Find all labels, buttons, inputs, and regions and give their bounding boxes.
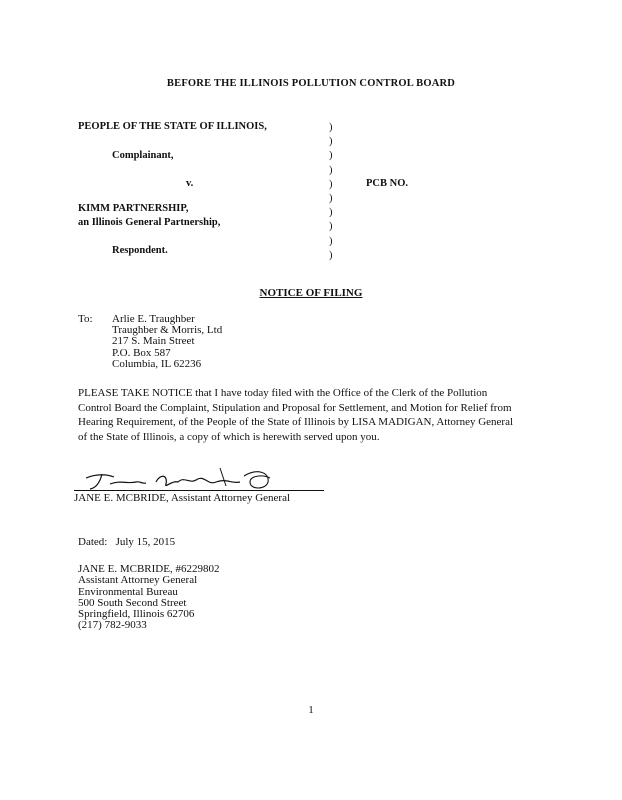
signer-name: JANE E. MCBRIDE, Assistant Attorney General (74, 492, 291, 504)
paren: ) (329, 207, 333, 219)
case-number-label: PCB NO. (366, 178, 408, 189)
paren: ) (329, 193, 333, 205)
paren: ) (329, 150, 333, 162)
paren: ) (329, 249, 333, 261)
attorney-contact (78, 564, 219, 632)
body-line: Control Board the Complaint, Stipulation and Proposal for Settlement, and Motion for Relief from (78, 401, 512, 414)
paren: ) (329, 178, 333, 190)
body-line: of the State of Illinois, a copy of which is herewith served upon you. (78, 430, 380, 443)
signature-line (74, 490, 324, 491)
address-line: Traughber & Morris, Ltd (112, 324, 223, 337)
versus-label: v. (186, 178, 194, 189)
respondent-description: an Illinois General Partnership, (78, 217, 221, 228)
notice-title: NOTICE OF FILING (259, 287, 363, 299)
page-number: 1 (308, 704, 314, 716)
address-line: 217 S. Main Street (112, 335, 195, 348)
court-heading: BEFORE THE ILLINOIS POLLUTION CONTROL BOARD (166, 78, 456, 89)
body-line: Hearing Requirement, of the People of the State of Illinois by LISA MADIGAN, Attorney General (78, 416, 514, 429)
complainant-label: Complainant, (112, 150, 174, 161)
complainant-party: PEOPLE OF THE STATE OF ILLINOIS, (78, 121, 267, 132)
contact-line: Springfield, Illinois 62706 (78, 608, 195, 621)
caption-parentheses (329, 121, 339, 263)
paren: ) (329, 122, 333, 133)
notice-body (78, 386, 554, 444)
paren: ) (329, 235, 333, 247)
address-line: Arlie E. Traughber (112, 313, 195, 325)
address-line: P.O. Box 587 (112, 346, 171, 359)
contact-line: (217) 782-9033 (78, 619, 147, 632)
recipient-address (112, 314, 222, 370)
paren: ) (329, 164, 333, 176)
contact-line: 500 South Second Street (78, 596, 187, 609)
dated-line: Dated: July 15, 2015 (78, 536, 176, 548)
paren: ) (329, 221, 333, 233)
respondent-label: Respondent. (112, 245, 168, 256)
respondent-party: KIMM PARTNERSHIP, (78, 203, 189, 214)
address-line: Columbia, IL 62236 (112, 357, 202, 370)
contact-line: Assistant Attorney General (78, 574, 198, 587)
contact-line: JANE E. MCBRIDE, #6229802 (78, 563, 220, 575)
body-line: PLEASE TAKE NOTICE that I have today filed with the Office of the Clerk of the Pollution (78, 387, 488, 399)
to-label: To: (78, 313, 93, 325)
handwritten-signature (80, 462, 280, 492)
paren: ) (329, 136, 333, 148)
contact-line: Environmental Bureau (78, 585, 178, 598)
